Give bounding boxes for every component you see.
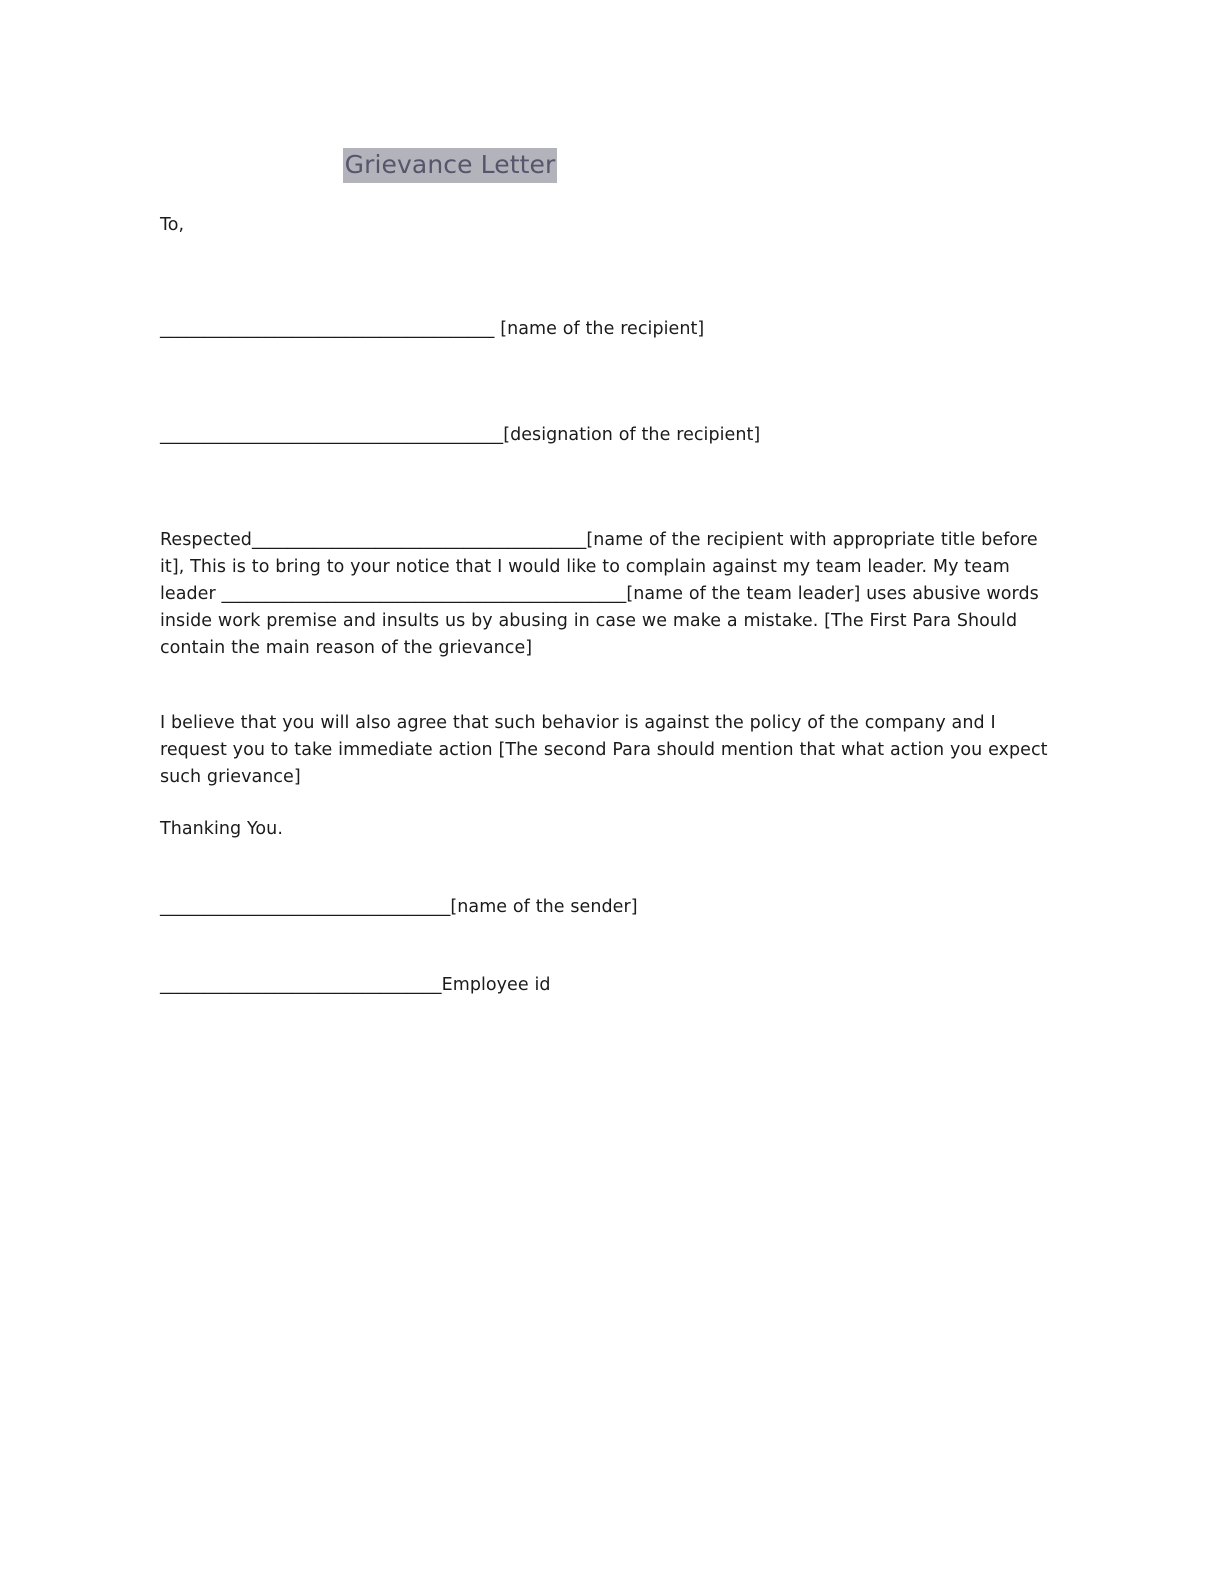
salutation-line: To, xyxy=(160,215,185,235)
recipient-designation-label: [designation of the recipient] xyxy=(503,425,761,445)
employee-id-rule: ________________________________ xyxy=(160,975,442,995)
document-title-row xyxy=(0,148,1060,183)
page-title: Grievance Letter xyxy=(343,148,558,183)
grievance-paragraph-2: I believe that you will also agree that such behavior is against the policy of the company and I request you to take immediate action [The second Para should mention that what action you expect such grievance] xyxy=(160,713,1048,787)
grievance-paragraph-1: Respected______________________________________[name of the recipient with appropriate title before it], This is to bring to your notice that I would like to complain against my team leader. My team leader ______________________________________________[name of the team leader] uses abusive words inside work premise and insults us by abusing in case we make a mistake. [The First Para Should contain the main reason of the grievance] xyxy=(160,530,1039,658)
recipient-name-label: [name of the recipient] xyxy=(494,319,705,339)
employee-id-label: Employee id xyxy=(441,975,551,995)
recipient-designation-rule: _______________________________________ xyxy=(160,425,504,445)
recipient-name-line xyxy=(160,316,1060,343)
employee-id-line xyxy=(160,972,1060,999)
sender-name-line xyxy=(160,894,1060,921)
recipient-designation-line xyxy=(160,422,1060,449)
sender-name-label: [name of the sender] xyxy=(450,897,638,917)
recipient-name-rule: ______________________________________ xyxy=(160,319,495,339)
closing-line: Thanking You. xyxy=(160,819,283,839)
sender-name-rule: _________________________________ xyxy=(160,897,451,917)
